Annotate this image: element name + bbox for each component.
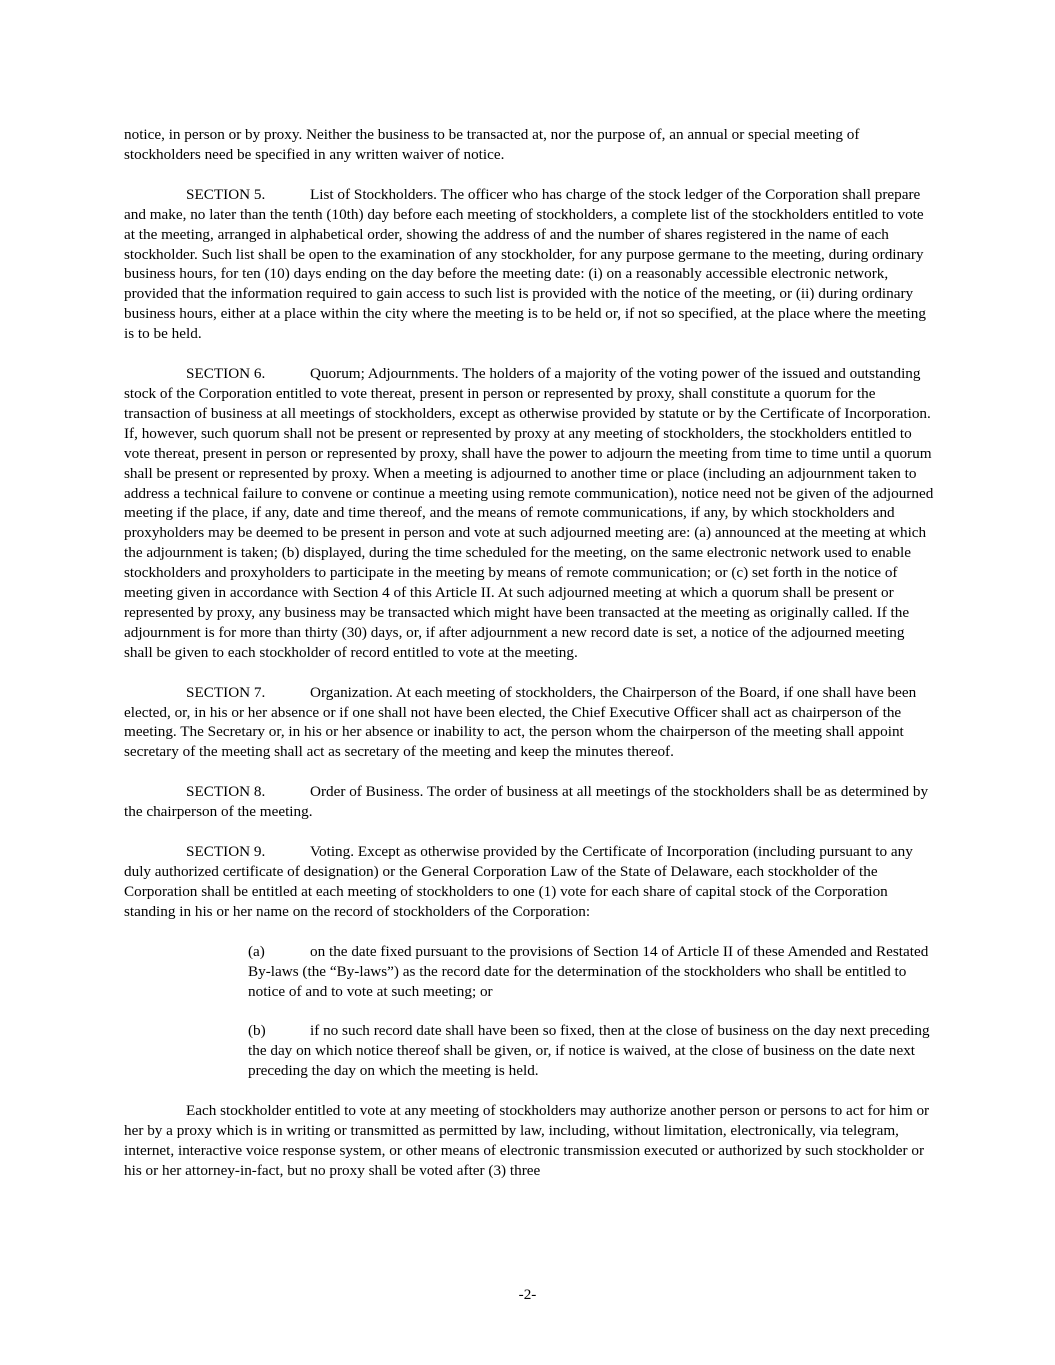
section-5-number: SECTION 5. bbox=[186, 185, 266, 203]
page-number: -2- bbox=[518, 1286, 537, 1303]
section-5-paragraph bbox=[124, 185, 936, 344]
section-7-text: Organization. At each meeting of stockholders, the Chairperson of the Board, if one shall have been elected, or, in his or her absence or if one shall not have been elected, the Chief Executive Officer shall act as chairperson of the meeting. The Secretary or, in his or her absence or inability to act, the person whom the chairperson of the meeting shall appoint secretary of the meeting shall act as secretary of the meeting and keep the minutes thereof. bbox=[124, 683, 917, 761]
section-9-number: SECTION 9. bbox=[186, 843, 266, 861]
subclause-b bbox=[248, 1021, 936, 1081]
section-8-number: SECTION 8. bbox=[186, 783, 266, 801]
section-6-text: Quorum; Adjournments. The holders of a majority of the voting power of the issued and outstanding stock of the Corporation entitled to vote thereat, present in person or represented by proxy, shall constitute a quorum for the transaction of business at all meetings of stockholders, except as otherwise provided by statute or by the Certificate of Incorporation. If, however, such quorum shall not be present or represented by proxy at any meeting of stockholders, the stockholders entitled to vote thereat, present in person or represented by proxy, shall have the power to adjourn the meeting from time to time until a quorum shall be present or represented by proxy. When a meeting is adjourned to another time or place (including an adjournment taken to address a technical failure to convene or continue a meeting using remote communication), notice need not be given of the adjourned meeting if the place, if any, date and time thereof, and the means of remote communications, if any, by which stockholders and proxyholders may be deemed to be present in person and vote at such adjourned meeting are: (a) announced at the meeting at which the adjournment is taken; (b) displayed, during the time scheduled for the meeting, on the same electronic network used to enable stockholders and proxyholders to participate in the meeting by means of remote communication; or (c) set forth in the notice of meeting given in accordance with Section 4 of this Article II. At such adjourned meeting at which a quorum shall be present or represented by proxy, any business may be transacted which might have been transacted at the meeting as originally called. If the adjournment is for more than thirty (30) days, or, if after adjournment a new record date is set, a notice of the adjourned meeting shall be given to each stockholder of record entitled to vote at the meeting. bbox=[124, 365, 934, 661]
subclause-a-text: on the date fixed pursuant to the provisions of Section 14 of Article II of these Amended and Restated By-laws (the “By-laws”) as the record date for the determination of the stockholders who shall be entitled to notice of and to vote at such meeting; or bbox=[248, 942, 929, 1000]
section-6-number: SECTION 6. bbox=[186, 365, 266, 383]
continuation-paragraph: notice, in person or by proxy. Neither the business to be transacted at, nor the purpose of, an annual or special meeting of stockholders need be specified in any written waiver of notice. bbox=[124, 126, 860, 163]
section-6-paragraph bbox=[124, 364, 936, 663]
subclause-a-label: (a) bbox=[248, 942, 265, 960]
section-7-paragraph bbox=[124, 683, 936, 763]
section-9-text: Voting. Except as otherwise provided by the Certificate of Incorporation (including pursuant to any duly authorized certificate of designation) or the General Corporation Law of the State of Delaware, each stockholder of the Corporation shall be entitled at each meeting of stockholders to one (1) vote for each share of capital stock of the Corporation standing in his or her name on the record of stockholders of the Corporation: bbox=[124, 843, 913, 920]
section-9-paragraph bbox=[124, 842, 936, 922]
subclause-b-text: if no such record date shall have been so fixed, then at the close of business on the day next preceding the day on which notice thereof shall be given, or, if notice is waived, at the close of business on the date next preceding the day on which the meeting is held. bbox=[248, 1022, 930, 1080]
document-body bbox=[124, 125, 936, 1201]
section-8-text: Order of Business. The order of business at all meetings of the stockholders shall be as determined by the chairperson of the meeting. bbox=[124, 783, 929, 821]
closing-paragraph: Each stockholder entitled to vote at any meeting of stockholders may authorize another person or persons to act for him or her by a proxy which is in writing or transmitted as permitted by law, including, without limitation, electronically, via telegram, internet, interactive voice response system, or other means of electronic transmission executed or authorized by such stockholder or his or her attorney-in-fact, but no proxy shall be voted after (3) three bbox=[124, 1102, 930, 1179]
subclause-b-label: (b) bbox=[248, 1022, 266, 1040]
section-5-text: List of Stockholders. The officer who has charge of the stock ledger of the Corporation shall prepare and make, no later than the tenth (10th) day before each meeting of stockholders, a complete list of the stockholders entitled to vote at the meeting, arranged in alphabetical order, showing the address of and the number of shares registered in the name of each stockholder. Such list shall be open to the examination of any stockholder, for any purpose germane to the meeting, during ordinary business hours, for ten (10) days ending on the day before the meeting date: (i) on a reasonably accessible electronic network, provided that the information required to gain access to such list is provided with the notice of the meeting, or (ii) during ordinary business hours, either at a place within the city where the meeting is to be held or, if not so specified, at the place where the meeting is to be held. bbox=[124, 185, 926, 343]
section-8-paragraph bbox=[124, 782, 936, 822]
subclause-a bbox=[248, 942, 936, 1002]
section-7-number: SECTION 7. bbox=[186, 683, 266, 701]
